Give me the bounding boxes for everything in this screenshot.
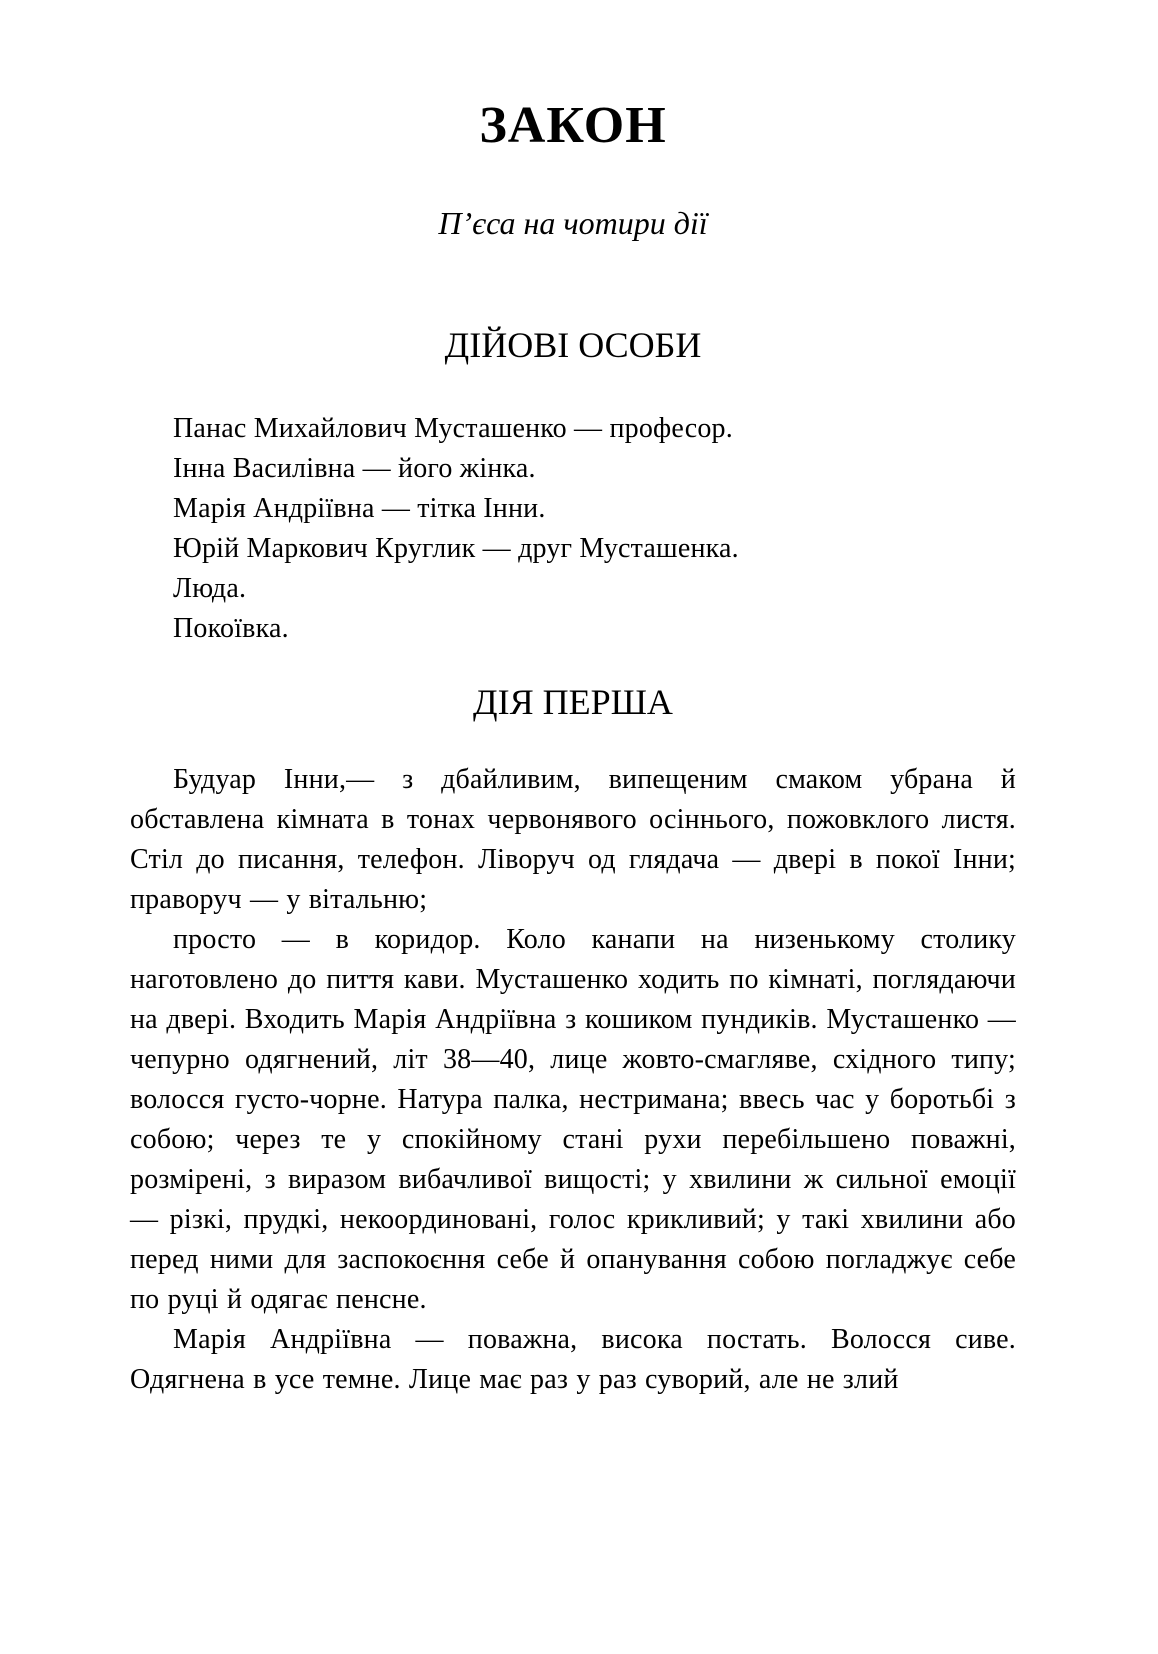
cast-member: Юрій Маркович Круглик — друг Мусташенка. [173,533,739,565]
cast-member: Люда. [173,573,247,605]
stage-direction-paragraph: Будуар Інни,— з дбайливим, випещеним смаком убрана й обставлена кімната в тонах червонявого осіннього, пожовклого листя. Стіл до писання, телефон. Ліворуч од глядача — двері в покої Інни; праворуч — у вітальню; [130,764,1016,916]
cast-member: Інна Василівна — його жінка. [173,453,536,485]
play-title: ЗАКОН [479,97,667,154]
act-heading: ДІЯ ПЕРША [473,682,673,723]
stage-direction-paragraph: Марія Андріївна — поважна, висока постать. Волосся сиве. Одягнена в усе темне. Лице має раз у раз суворий, але не злий [130,1324,1016,1396]
cast-list [130,409,1016,649]
cast-heading: ДІЙОВІ ОСОБИ [444,325,702,366]
play-subtitle: П’єса на чотири дії [438,204,708,241]
stage-directions [130,760,1016,1400]
cast-member: Марія Андріївна — тітка Інни. [173,493,546,525]
stage-direction-paragraph: просто — в коридор. Коло канапи на низенькому столику наготовлено до пиття кави. Мусташенко ходить по кімнаті, поглядаючи на двері. Входить Марія Андріївна з кошиком пундиків. Мусташенко — чепурно одягнений, літ 38—40, лице жовто-смагляве, східного типу; волосся густо-чорне. Натура палка, нестримана; ввесь час у боротьбі з собою; через те у спокійному стані рухи перебільшено поважні, розмірені, з виразом вибачливої вищості; у хвилини ж сильної емоції — різкі, прудкі, некоординовані, голос крикливий; у такі хвилини або перед ними для заспокоєння себе й опанування собою погладжує себе по руці й одягає пенсне. [130,924,1016,1316]
cast-member: Панас Михайлович Мусташенко — професор. [173,413,733,445]
cast-member: Покоївка. [173,613,289,645]
